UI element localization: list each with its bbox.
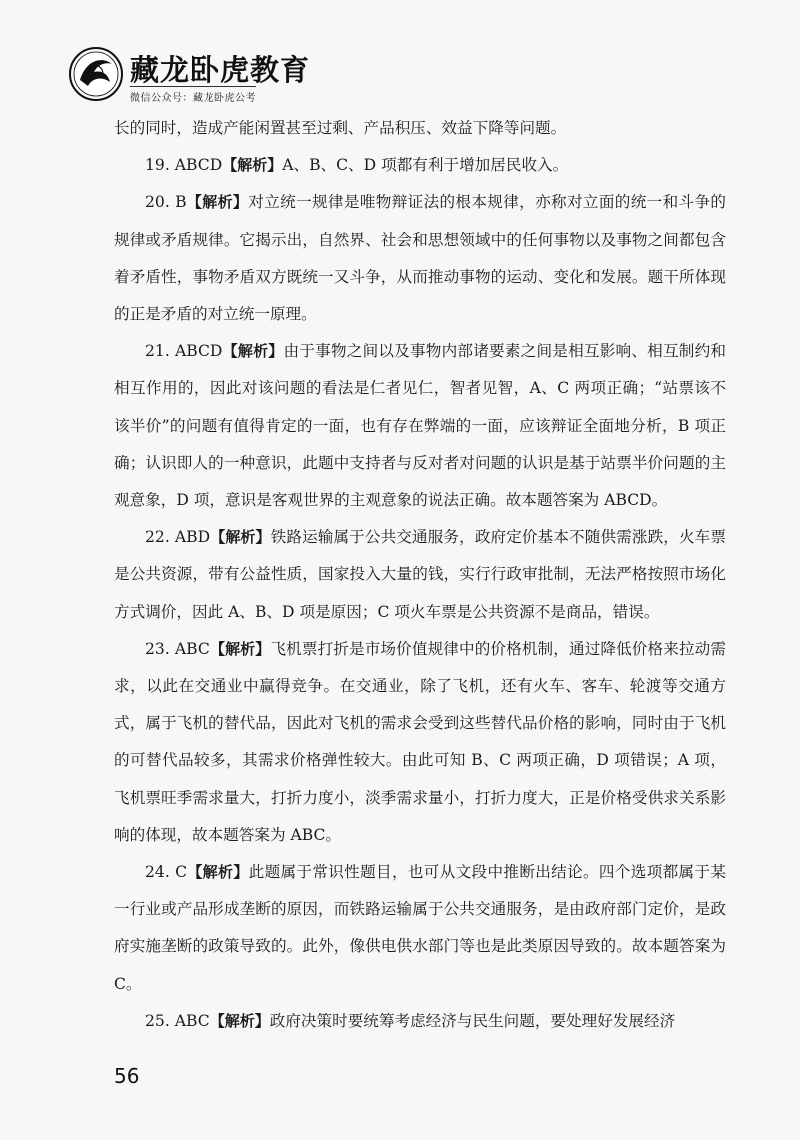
- answer-number: 19. ABCD: [145, 156, 223, 175]
- answer-number: 25. ABC: [145, 1011, 210, 1030]
- answer-explanations: [114, 110, 726, 1040]
- answer-19: [114, 147, 726, 184]
- answer-24: [114, 854, 726, 1003]
- page-number: 56: [114, 1064, 140, 1088]
- answer-number: 23. ABC: [145, 639, 210, 658]
- brand-subtitle: 微信公众号：藏龙卧虎公考: [130, 86, 256, 104]
- answer-number: 24. C: [145, 863, 188, 882]
- paragraph-text: 政府决策时要统筹考虑经济与民生问题，要处理好发展经济: [269, 1011, 676, 1030]
- answer-number: 22. ABD: [145, 528, 211, 547]
- answer-25: [114, 1003, 726, 1040]
- analysis-tag: 【解析】: [187, 863, 249, 882]
- paragraph-text: 此题属于常识性题目，也可从文段中推断出结论。四个选项都属于某一行业或产品形成垄断的原因，而铁路运输属于公共交通服务，是由政府部门定价，是政府实施垄断的政策导致的。此外，像供电供水部门等也是此类原因导致的。故本题答案为 C。: [114, 863, 726, 993]
- analysis-tag: 【解析】: [222, 156, 283, 175]
- paragraph-text: 长的同时，造成产能闲置甚至过剩、产品积压、效益下降等问题。: [114, 119, 567, 137]
- answer-number: 21. ABCD: [145, 342, 223, 361]
- analysis-tag: 【解析】: [210, 528, 271, 547]
- logo-icon: [68, 46, 124, 102]
- answer-number: 20. B: [145, 193, 187, 212]
- brand-name: 藏龙卧虎教育: [130, 53, 311, 87]
- paragraph-text: 铁路运输属于公共交通服务，政府定价基本不随供需涨跌，火车票是公共资源，带有公益性质，国家投入大量的钱，实行行政审批制，无法严格按照市场化方式调价，因此 A、B、D 项是原因；C 项火车票是公共资源不是商品，错误。: [114, 528, 726, 621]
- analysis-tag: 【解析】: [209, 1011, 270, 1030]
- paragraph-continuation: [114, 110, 726, 147]
- page-header: [68, 40, 768, 110]
- answer-22: [114, 519, 726, 631]
- paragraph-text: 由于事物之间以及事物内部诸要素之间是相互影响、相互制约和相互作用的，因此对该问题的看法是仁者见仁，智者见智，A、C 两项正确；“站票该不该半价”的问题有值得肯定的一面，也有存在弊端的一面，应该辩证全面地分析，B 项正确；认识即人的一种意识，此题中支持者与反对者对问题的认识是基于站票半价问题的主观意象，D 项，意识是客观世界的主观意象的说法正确。故本题答案为 ABCD。: [114, 342, 726, 510]
- analysis-tag: 【解析】: [222, 342, 284, 361]
- analysis-tag: 【解析】: [209, 639, 271, 658]
- answer-20: [114, 184, 726, 333]
- analysis-tag: 【解析】: [186, 193, 249, 212]
- answer-23: [114, 631, 726, 854]
- paragraph-text: 对立统一规律是唯物辩证法的根本规律，亦称对立面的统一和斗争的规律或矛盾规律。它揭示出，自然界、社会和思想领域中的任何事物以及事物之间都包含着矛盾性，事物矛盾双方既统一又斗争，从而推动事物的运动、变化和发展。题干所体现的正是矛盾的对立统一原理。: [114, 193, 726, 324]
- paragraph-text: 飞机票打折是市场价值规律中的价格机制，通过降低价格来拉动需求，以此在交通业中赢得竞争。在交通业，除了飞机，还有火车、客车、轮渡等交通方式，属于飞机的替代品，因此对飞机的需求会受到这些替代品价格的影响，同时由于飞机的可替代品较多，其需求价格弹性较大。由此可知 B、C 两项正确，D 项错误；A 项，飞机票旺季需求量大，打折力度小，淡季需求量小，打折力度大，正是价格受供求关系影响的体现，故本题答案为 ABC。: [114, 639, 726, 844]
- paragraph-text: A、B、C、D 项都有利于增加居民收入。: [282, 156, 569, 175]
- answer-21: [114, 333, 726, 519]
